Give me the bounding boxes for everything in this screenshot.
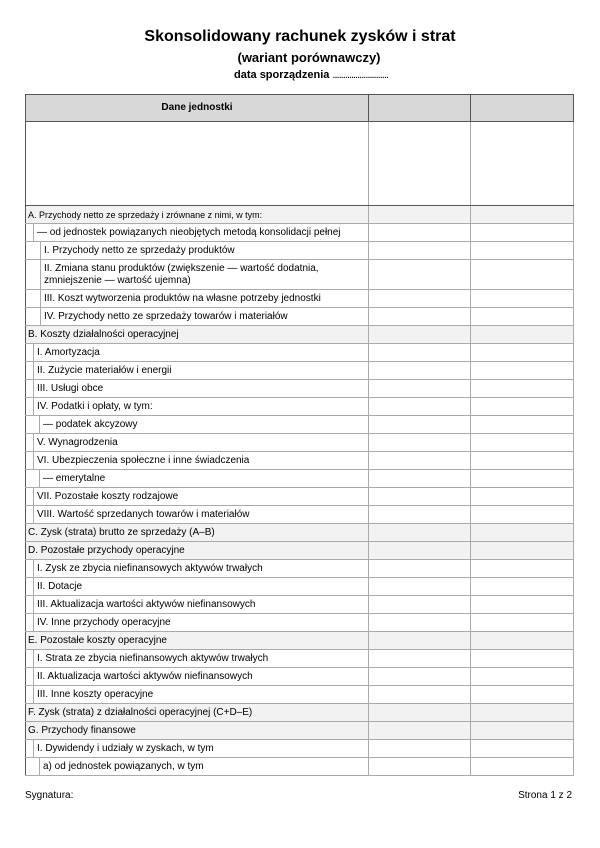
row-value-cell-1[interactable] (369, 416, 471, 434)
table-row (26, 398, 574, 416)
table-row (26, 452, 574, 470)
header-label-cell: Dane jednostki (26, 95, 369, 122)
signature-label: Sygnatura: (25, 790, 74, 801)
row-value-cell-2[interactable] (471, 224, 574, 242)
row-label-cell (26, 758, 369, 776)
row-label: E. Pozostałe koszty operacyjne (28, 634, 167, 646)
income-statement-table (25, 94, 574, 776)
row-label-wrapper (26, 578, 368, 595)
row-label: VI. Ubezpieczenia społeczne i inne świadczenia (33, 452, 368, 469)
row-value-cell-1[interactable] (369, 740, 471, 758)
row-indent (26, 596, 33, 613)
row-value-cell-2[interactable] (471, 614, 574, 632)
row-value-cell-2[interactable] (471, 632, 574, 650)
row-value-cell-2[interactable] (471, 650, 574, 668)
row-value-cell-2[interactable] (471, 380, 574, 398)
row-label-wrapper (26, 668, 368, 685)
row-value-cell-1[interactable] (369, 452, 471, 470)
row-value-cell-2[interactable] (471, 686, 574, 704)
table-row (26, 632, 574, 650)
date-label: data sporządzenia (234, 69, 330, 81)
row-label-wrapper (26, 242, 368, 259)
entity-data-row (26, 122, 574, 206)
row-value-cell-2[interactable] (471, 452, 574, 470)
table-row (26, 758, 574, 776)
row-value-cell-1[interactable] (369, 668, 471, 686)
table-row (26, 416, 574, 434)
row-value-cell-1[interactable] (369, 542, 471, 560)
row-value-cell-2[interactable] (471, 290, 574, 308)
row-label-wrapper (26, 488, 368, 505)
header-value-cell-1 (369, 95, 471, 122)
row-value-cell-1[interactable] (369, 506, 471, 524)
row-value-cell-2[interactable] (471, 434, 574, 452)
row-label: D. Pozostałe przychody operacyjne (28, 544, 185, 556)
row-value-cell-1[interactable] (369, 722, 471, 740)
row-value-cell-1[interactable] (369, 614, 471, 632)
row-label-wrapper (26, 542, 368, 559)
row-indent (26, 224, 33, 241)
row-value-cell-1[interactable] (369, 362, 471, 380)
row-value-cell-1[interactable] (369, 650, 471, 668)
row-value-cell-2[interactable] (471, 362, 574, 380)
row-label-cell (26, 380, 369, 398)
row-value-cell-1[interactable] (369, 242, 471, 260)
table-row (26, 578, 574, 596)
row-label-wrapper (26, 260, 368, 289)
table-row (26, 380, 574, 398)
row-value-cell-1[interactable] (369, 596, 471, 614)
row-label-cell (26, 578, 369, 596)
row-label-cell (26, 542, 369, 560)
row-label-cell (26, 362, 369, 380)
row-indent (26, 308, 40, 325)
table-row (26, 686, 574, 704)
row-label: II. Zużycie materiałów i energii (33, 362, 368, 379)
row-label-cell (26, 506, 369, 524)
row-value-cell-2[interactable] (471, 506, 574, 524)
row-value-cell-1[interactable] (369, 398, 471, 416)
row-value-cell-1[interactable] (369, 758, 471, 776)
row-label: — emerytalne (43, 472, 106, 484)
table-row (26, 206, 574, 224)
table-row (26, 722, 574, 740)
row-value-cell-2[interactable] (471, 398, 574, 416)
row-value-cell-2[interactable] (471, 560, 574, 578)
row-label-wrapper (26, 344, 368, 361)
row-label-wrapper (26, 596, 368, 613)
table-row (26, 596, 574, 614)
row-value-cell-2[interactable] (471, 722, 574, 740)
row-value-cell-2[interactable] (471, 578, 574, 596)
row-indent (26, 398, 33, 415)
row-indent (26, 362, 33, 379)
row-label-wrapper (26, 650, 368, 667)
row-value-cell-2[interactable] (471, 758, 574, 776)
row-value-cell-2[interactable] (471, 308, 574, 326)
row-label-cell (26, 206, 369, 224)
row-label: VIII. Wartość sprzedanych towarów i materiałów (33, 506, 368, 523)
row-label: III. Inne koszty operacyjne (33, 686, 368, 703)
row-label-wrapper (26, 416, 368, 433)
row-label-cell (26, 650, 369, 668)
row-label-wrapper (26, 614, 368, 631)
row-label-wrapper (26, 560, 368, 577)
row-label: I. Amortyzacja (33, 344, 368, 361)
date-line (22, 68, 600, 82)
table-row (26, 362, 574, 380)
row-label: V. Wynagrodzenia (33, 434, 368, 451)
row-value-cell-2[interactable] (471, 416, 574, 434)
row-value-cell-2[interactable] (471, 524, 574, 542)
row-label-wrapper (26, 506, 368, 523)
row-label-wrapper (26, 290, 368, 307)
row-label-cell (26, 560, 369, 578)
row-label-wrapper (26, 308, 368, 325)
row-value-cell-1[interactable] (369, 524, 471, 542)
row-indent (26, 416, 40, 433)
table-row (26, 560, 574, 578)
row-label: C. Zysk (strata) brutto ze sprzedaży (A–B) (28, 526, 215, 538)
table-row (26, 224, 574, 242)
row-label: III. Koszt wytworzenia produktów na własne potrzeby jednostki (40, 290, 368, 307)
row-label: I. Strata ze zbycia niefinansowych aktywów trwałych (33, 650, 368, 667)
row-label-cell (26, 524, 369, 542)
row-value-cell-1[interactable] (369, 704, 471, 722)
row-label-cell (26, 290, 369, 308)
row-label: I. Zysk ze zbycia niefinansowych aktywów trwałych (33, 560, 368, 577)
row-indent (26, 650, 33, 667)
row-label: III. Aktualizacja wartości aktywów niefinansowych (33, 596, 368, 613)
row-label: II. Zmiana stanu produktów (zwiększenie — wartość dodatnia, zmniejszenie — wartość ujemna) (40, 260, 368, 289)
row-label-wrapper (26, 452, 368, 469)
table-row (26, 434, 574, 452)
page-title: Skonsolidowany rachunek zysków i strat (144, 28, 456, 45)
row-value-cell-1[interactable] (369, 632, 471, 650)
row-label-wrapper (26, 470, 368, 487)
entity-data-cell-1[interactable] (369, 122, 471, 206)
row-label: II. Aktualizacja wartości aktywów niefinansowych (33, 668, 368, 685)
row-label-cell (26, 452, 369, 470)
row-value-cell-2[interactable] (471, 260, 574, 290)
row-indent (26, 488, 33, 505)
row-value-cell-1[interactable] (369, 308, 471, 326)
table-row (26, 242, 574, 260)
table-row (26, 308, 574, 326)
header-value-cell-2 (471, 95, 574, 122)
row-indent (26, 380, 33, 397)
row-label-cell (26, 224, 369, 242)
row-indent (26, 668, 33, 685)
row-label-cell (26, 470, 369, 488)
row-label-cell (26, 596, 369, 614)
row-value-cell-2[interactable] (471, 740, 574, 758)
row-indent (26, 686, 33, 703)
table-row (26, 650, 574, 668)
row-label-cell (26, 242, 369, 260)
row-indent (26, 614, 33, 631)
row-label: I. Przychody netto ze sprzedaży produktów (40, 242, 368, 259)
row-label-cell (26, 686, 369, 704)
row-label-wrapper (26, 398, 368, 415)
row-label-cell (26, 488, 369, 506)
row-value-cell-1[interactable] (369, 380, 471, 398)
row-label-wrapper (26, 722, 368, 739)
row-label-cell (26, 416, 369, 434)
row-value-cell-1[interactable] (369, 686, 471, 704)
row-label: IV. Inne przychody operacyjne (33, 614, 368, 631)
row-value-cell-1[interactable] (369, 344, 471, 362)
entity-data-cell-2[interactable] (471, 122, 574, 206)
table-row (26, 740, 574, 758)
row-label: — od jednostek powiązanych nieobjętych metodą konsolidacji pełnej (33, 224, 368, 241)
row-label: a) od jednostek powiązanych, w tym (43, 760, 204, 772)
row-label: III. Usługi obce (33, 380, 368, 397)
row-label: F. Zysk (strata) z działalności operacyjnej (C+D–E) (28, 706, 253, 718)
row-label-wrapper (26, 632, 368, 649)
row-label-wrapper (26, 758, 368, 775)
row-label: A. Przychody netto ze sprzedaży i zrównane z nimi, w tym: (28, 209, 263, 220)
table-row (26, 470, 574, 488)
row-label: IV. Podatki i opłaty, w tym: (33, 398, 368, 415)
row-label: IV. Przychody netto ze sprzedaży towarów i materiałów (40, 308, 368, 325)
row-indent (26, 470, 40, 487)
row-value-cell-2[interactable] (471, 542, 574, 560)
row-label-wrapper (26, 206, 368, 223)
row-label-cell (26, 614, 369, 632)
row-indent (26, 290, 40, 307)
page-number: Strona 1 z 2 (518, 790, 572, 801)
row-indent (26, 740, 33, 757)
row-indent (26, 560, 33, 577)
row-value-cell-2[interactable] (471, 488, 574, 506)
row-value-cell-1[interactable] (369, 434, 471, 452)
row-indent (26, 260, 40, 289)
row-label-wrapper (26, 380, 368, 397)
row-indent (26, 758, 40, 775)
row-label-wrapper (26, 362, 368, 379)
date-field[interactable]: ........................... (332, 69, 388, 81)
table-row (26, 506, 574, 524)
table-row (26, 344, 574, 362)
row-label-cell (26, 344, 369, 362)
row-indent (26, 452, 33, 469)
row-value-cell-2[interactable] (471, 344, 574, 362)
title-block (0, 26, 600, 82)
row-value-cell-2[interactable] (471, 704, 574, 722)
table-row (26, 290, 574, 308)
row-label-cell (26, 740, 369, 758)
row-label: G. Przychody finansowe (28, 724, 136, 736)
row-value-cell-2[interactable] (471, 206, 574, 224)
row-value-cell-2[interactable] (471, 326, 574, 344)
row-value-cell-1[interactable] (369, 470, 471, 488)
row-label-cell (26, 326, 369, 344)
table-row (26, 668, 574, 686)
row-label: — podatek akcyzowy (43, 418, 138, 430)
row-indent (26, 506, 33, 523)
row-label-cell (26, 704, 369, 722)
table-row (26, 542, 574, 560)
row-indent (26, 434, 33, 451)
row-value-cell-2[interactable] (471, 668, 574, 686)
row-value-cell-1[interactable] (369, 224, 471, 242)
row-label-cell (26, 434, 369, 452)
table-row (26, 524, 574, 542)
table-row (26, 704, 574, 722)
table-row (26, 260, 574, 290)
row-label-wrapper (26, 704, 368, 721)
row-label-cell (26, 632, 369, 650)
row-label-wrapper (26, 524, 368, 541)
row-label: I. Dywidendy i udziały w zyskach, w tym (33, 740, 368, 757)
row-label-cell (26, 398, 369, 416)
row-value-cell-2[interactable] (471, 596, 574, 614)
row-label: VII. Pozostałe koszty rodzajowe (33, 488, 368, 505)
row-label-cell (26, 668, 369, 686)
row-value-cell-1[interactable] (369, 560, 471, 578)
row-indent (26, 344, 33, 361)
row-label-cell (26, 308, 369, 326)
row-indent (26, 242, 40, 259)
row-value-cell-1[interactable] (369, 488, 471, 506)
table-header-row (26, 95, 574, 122)
row-value-cell-1[interactable] (369, 206, 471, 224)
row-label: B. Koszty działalności operacyjnej (28, 328, 179, 340)
row-value-cell-2[interactable] (471, 470, 574, 488)
table-row (26, 326, 574, 344)
row-value-cell-2[interactable] (471, 242, 574, 260)
row-label-wrapper (26, 740, 368, 757)
row-label-wrapper (26, 434, 368, 451)
row-value-cell-1[interactable] (369, 260, 471, 290)
row-label-wrapper (26, 224, 368, 241)
row-label-cell (26, 722, 369, 740)
row-value-cell-1[interactable] (369, 290, 471, 308)
row-label: II. Dotacje (33, 578, 368, 595)
entity-data-cell[interactable] (26, 122, 369, 206)
row-value-cell-1[interactable] (369, 326, 471, 344)
page-subtitle: (wariant porównawczy) (237, 50, 381, 65)
row-label-wrapper (26, 686, 368, 703)
row-label-cell (26, 260, 369, 290)
table-row (26, 488, 574, 506)
row-indent (26, 578, 33, 595)
row-label-wrapper (26, 326, 368, 343)
table-row (26, 614, 574, 632)
row-value-cell-1[interactable] (369, 578, 471, 596)
